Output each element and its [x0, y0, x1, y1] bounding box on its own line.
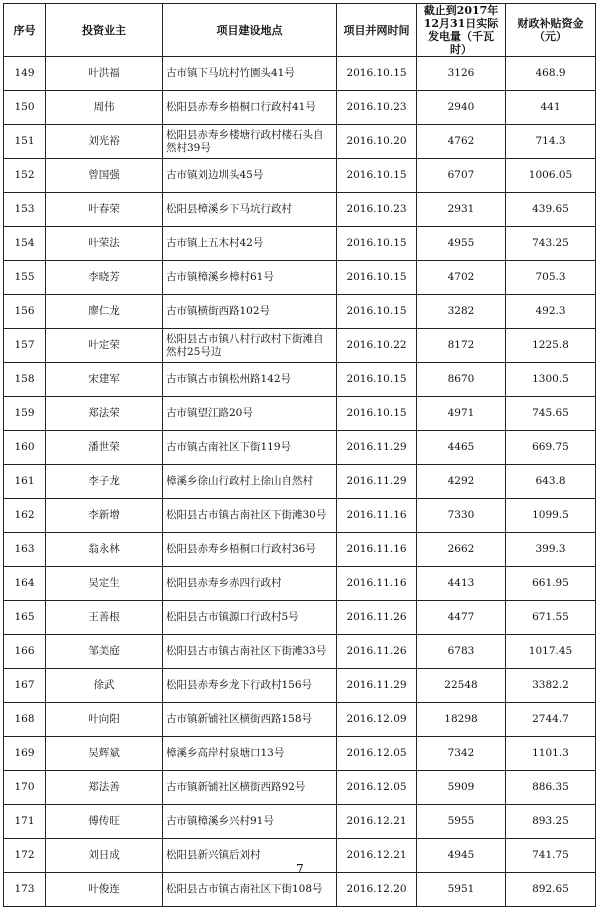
cell-owner: 叶春荣: [46, 193, 163, 227]
cell-generation: 7330: [417, 499, 506, 533]
subsidy-table: [3, 3, 596, 907]
table-row: [4, 261, 596, 295]
cell-grid-date: 2016.12.05: [337, 771, 417, 805]
table-row: [4, 601, 596, 635]
cell-generation: 2940: [417, 91, 506, 125]
cell-owner: 郑法荣: [46, 397, 163, 431]
cell-generation: 2662: [417, 533, 506, 567]
table-row: [4, 669, 596, 703]
cell-location: 松阳县古市镇古南社区下街滩30号: [163, 499, 337, 533]
cell-owner: 李新增: [46, 499, 163, 533]
cell-location: 古市镇横街西路102号: [163, 295, 337, 329]
cell-subsidy: 1225.8: [506, 329, 596, 363]
cell-generation: 4702: [417, 261, 506, 295]
cell-owner: 廖仁龙: [46, 295, 163, 329]
cell-generation: 4762: [417, 125, 506, 159]
cell-owner: 叶洪福: [46, 57, 163, 91]
cell-grid-date: 2016.10.15: [337, 227, 417, 261]
cell-generation: 3126: [417, 57, 506, 91]
header-generation: 截止到2017年12月31日实际发电量（千瓦时）: [417, 4, 506, 57]
cell-generation: 8172: [417, 329, 506, 363]
table-row: [4, 125, 596, 159]
table-row: [4, 873, 596, 907]
table-row: [4, 295, 596, 329]
cell-subsidy: 886.35: [506, 771, 596, 805]
cell-seq: 164: [4, 567, 46, 601]
cell-seq: 171: [4, 805, 46, 839]
cell-subsidy: 661.95: [506, 567, 596, 601]
table-row: [4, 57, 596, 91]
cell-generation: 5955: [417, 805, 506, 839]
cell-owner: 吴辉斌: [46, 737, 163, 771]
cell-subsidy: 669.75: [506, 431, 596, 465]
cell-location: 松阳县古市镇古南社区下街滩33号: [163, 635, 337, 669]
cell-generation: 7342: [417, 737, 506, 771]
cell-owner: 刘日成: [46, 839, 163, 873]
cell-owner: 刘光裕: [46, 125, 163, 159]
cell-owner: 李子龙: [46, 465, 163, 499]
cell-subsidy: 671.55: [506, 601, 596, 635]
cell-location: 松阳县赤寿乡梧桐口行政村36号: [163, 533, 337, 567]
cell-seq: 168: [4, 703, 46, 737]
cell-grid-date: 2016.11.29: [337, 431, 417, 465]
cell-owner: 潘世荣: [46, 431, 163, 465]
cell-grid-date: 2016.10.15: [337, 261, 417, 295]
cell-grid-date: 2016.12.09: [337, 703, 417, 737]
cell-seq: 161: [4, 465, 46, 499]
cell-subsidy: 1101.3: [506, 737, 596, 771]
table-row: [4, 737, 596, 771]
cell-grid-date: 2016.12.21: [337, 805, 417, 839]
cell-generation: 4955: [417, 227, 506, 261]
cell-subsidy: 492.3: [506, 295, 596, 329]
cell-grid-date: 2016.10.15: [337, 363, 417, 397]
cell-seq: 152: [4, 159, 46, 193]
header-owner: 投资业主: [46, 4, 163, 57]
cell-subsidy: 741.75: [506, 839, 596, 873]
cell-grid-date: 2016.11.16: [337, 499, 417, 533]
cell-seq: 155: [4, 261, 46, 295]
cell-seq: 158: [4, 363, 46, 397]
cell-location: 松阳县古市镇八村行政村下街滩自然村25号边: [163, 329, 337, 363]
cell-location: 古市镇下马坑村竹園头41号: [163, 57, 337, 91]
cell-seq: 167: [4, 669, 46, 703]
cell-location: 古市镇望江路20号: [163, 397, 337, 431]
cell-generation: 22548: [417, 669, 506, 703]
cell-subsidy: 714.3: [506, 125, 596, 159]
cell-owner: 翁永林: [46, 533, 163, 567]
table-row: [4, 533, 596, 567]
cell-owner: 叶荣法: [46, 227, 163, 261]
cell-location: 樟溪乡高岸村泉塘口13号: [163, 737, 337, 771]
header-location: 项目建设地点: [163, 4, 337, 57]
cell-seq: 165: [4, 601, 46, 635]
cell-grid-date: 2016.11.16: [337, 567, 417, 601]
cell-location: 古市镇樟溪乡樟村61号: [163, 261, 337, 295]
cell-seq: 149: [4, 57, 46, 91]
header-seq: 序号: [4, 4, 46, 57]
cell-subsidy: 3382.2: [506, 669, 596, 703]
cell-grid-date: 2016.10.15: [337, 159, 417, 193]
cell-location: 古市镇樟溪乡兴村91号: [163, 805, 337, 839]
cell-seq: 154: [4, 227, 46, 261]
cell-owner: 周伟: [46, 91, 163, 125]
cell-generation: 3282: [417, 295, 506, 329]
cell-generation: 4413: [417, 567, 506, 601]
cell-subsidy: 1300.5: [506, 363, 596, 397]
cell-grid-date: 2016.11.29: [337, 669, 417, 703]
table-row: [4, 329, 596, 363]
cell-seq: 162: [4, 499, 46, 533]
cell-owner: 傅传旺: [46, 805, 163, 839]
page-number: 7: [296, 862, 304, 876]
cell-owner: 吴定生: [46, 567, 163, 601]
cell-seq: 163: [4, 533, 46, 567]
header-row: [4, 4, 596, 57]
cell-grid-date: 2016.10.15: [337, 397, 417, 431]
cell-seq: 160: [4, 431, 46, 465]
cell-subsidy: 643.8: [506, 465, 596, 499]
cell-grid-date: 2016.11.26: [337, 601, 417, 635]
cell-owner: 曾国强: [46, 159, 163, 193]
table-row: [4, 499, 596, 533]
cell-seq: 150: [4, 91, 46, 125]
cell-location: 古市镇新铺社区横街西路92号: [163, 771, 337, 805]
cell-generation: 6707: [417, 159, 506, 193]
cell-grid-date: 2016.12.21: [337, 839, 417, 873]
cell-owner: 邹美庭: [46, 635, 163, 669]
cell-location: 松阳县赤寿乡赤四行政村: [163, 567, 337, 601]
cell-seq: 153: [4, 193, 46, 227]
cell-location: 古市镇上五木村42号: [163, 227, 337, 261]
cell-generation: 6783: [417, 635, 506, 669]
cell-generation: 4477: [417, 601, 506, 635]
cell-generation: 4971: [417, 397, 506, 431]
cell-grid-date: 2016.11.29: [337, 465, 417, 499]
cell-seq: 159: [4, 397, 46, 431]
table-row: [4, 771, 596, 805]
cell-generation: 2931: [417, 193, 506, 227]
cell-owner: 王善根: [46, 601, 163, 635]
table-row: [4, 159, 596, 193]
cell-subsidy: 705.3: [506, 261, 596, 295]
cell-grid-date: 2016.10.23: [337, 91, 417, 125]
cell-location: 松阳县赤寿乡龙下行政村156号: [163, 669, 337, 703]
cell-location: 松阳县古市镇古南社区下街108号: [163, 873, 337, 907]
table-row: [4, 703, 596, 737]
cell-owner: 郑法善: [46, 771, 163, 805]
cell-seq: 156: [4, 295, 46, 329]
cell-owner: 李晓芳: [46, 261, 163, 295]
cell-location: 古市镇古市镇松州路142号: [163, 363, 337, 397]
cell-subsidy: 468.9: [506, 57, 596, 91]
cell-grid-date: 2016.11.16: [337, 533, 417, 567]
cell-owner: 叶定荣: [46, 329, 163, 363]
table-row: [4, 567, 596, 601]
cell-location: 古市镇古南社区下街119号: [163, 431, 337, 465]
cell-subsidy: 893.25: [506, 805, 596, 839]
header-subsidy: 财政补贴资金（元）: [506, 4, 596, 57]
cell-subsidy: 2744.7: [506, 703, 596, 737]
cell-subsidy: 743.25: [506, 227, 596, 261]
header-grid-date: 项目并网时间: [337, 4, 417, 57]
cell-seq: 157: [4, 329, 46, 363]
cell-subsidy: 1006.05: [506, 159, 596, 193]
cell-subsidy: 1099.5: [506, 499, 596, 533]
cell-subsidy: 439.65: [506, 193, 596, 227]
cell-location: 古市镇刘边圳头45号: [163, 159, 337, 193]
cell-grid-date: 2016.10.23: [337, 193, 417, 227]
table-row: [4, 805, 596, 839]
cell-location: 松阳县赤寿乡楼塘行政村楼石头自然村39号: [163, 125, 337, 159]
cell-location: 松阳县新兴镇后刘村: [163, 839, 337, 873]
cell-grid-date: 2016.12.20: [337, 873, 417, 907]
cell-grid-date: 2016.10.22: [337, 329, 417, 363]
table-row: [4, 465, 596, 499]
cell-grid-date: 2016.10.15: [337, 295, 417, 329]
cell-seq: 170: [4, 771, 46, 805]
cell-grid-date: 2016.12.05: [337, 737, 417, 771]
cell-location: 松阳县樟溪乡下马坑行政村: [163, 193, 337, 227]
cell-location: 松阳县赤寿乡梧桐口行政村41号: [163, 91, 337, 125]
table-row: [4, 431, 596, 465]
cell-grid-date: 2016.10.20: [337, 125, 417, 159]
cell-generation: 8670: [417, 363, 506, 397]
cell-owner: 徐武: [46, 669, 163, 703]
table-body: [4, 57, 596, 907]
cell-subsidy: 892.65: [506, 873, 596, 907]
cell-subsidy: 441: [506, 91, 596, 125]
cell-generation: 18298: [417, 703, 506, 737]
table-row: [4, 227, 596, 261]
cell-location: 古市镇新铺社区横街西路158号: [163, 703, 337, 737]
table-row: [4, 91, 596, 125]
cell-subsidy: 1017.45: [506, 635, 596, 669]
table-row: [4, 363, 596, 397]
cell-subsidy: 745.65: [506, 397, 596, 431]
cell-generation: 5951: [417, 873, 506, 907]
cell-generation: 4945: [417, 839, 506, 873]
cell-generation: 4465: [417, 431, 506, 465]
cell-subsidy: 399.3: [506, 533, 596, 567]
cell-grid-date: 2016.11.26: [337, 635, 417, 669]
table-row: [4, 193, 596, 227]
cell-owner: 叶俊连: [46, 873, 163, 907]
cell-seq: 172: [4, 839, 46, 873]
cell-location: 樟溪乡徐山行政村上徐山自然村: [163, 465, 337, 499]
cell-owner: 宋建军: [46, 363, 163, 397]
table-row: [4, 397, 596, 431]
cell-generation: 5909: [417, 771, 506, 805]
cell-generation: 4292: [417, 465, 506, 499]
cell-seq: 166: [4, 635, 46, 669]
table-row: [4, 635, 596, 669]
cell-owner: 叶向阳: [46, 703, 163, 737]
cell-grid-date: 2016.10.15: [337, 57, 417, 91]
cell-seq: 151: [4, 125, 46, 159]
cell-seq: 173: [4, 873, 46, 907]
cell-location: 松阳县古市镇源口行政村5号: [163, 601, 337, 635]
cell-seq: 169: [4, 737, 46, 771]
